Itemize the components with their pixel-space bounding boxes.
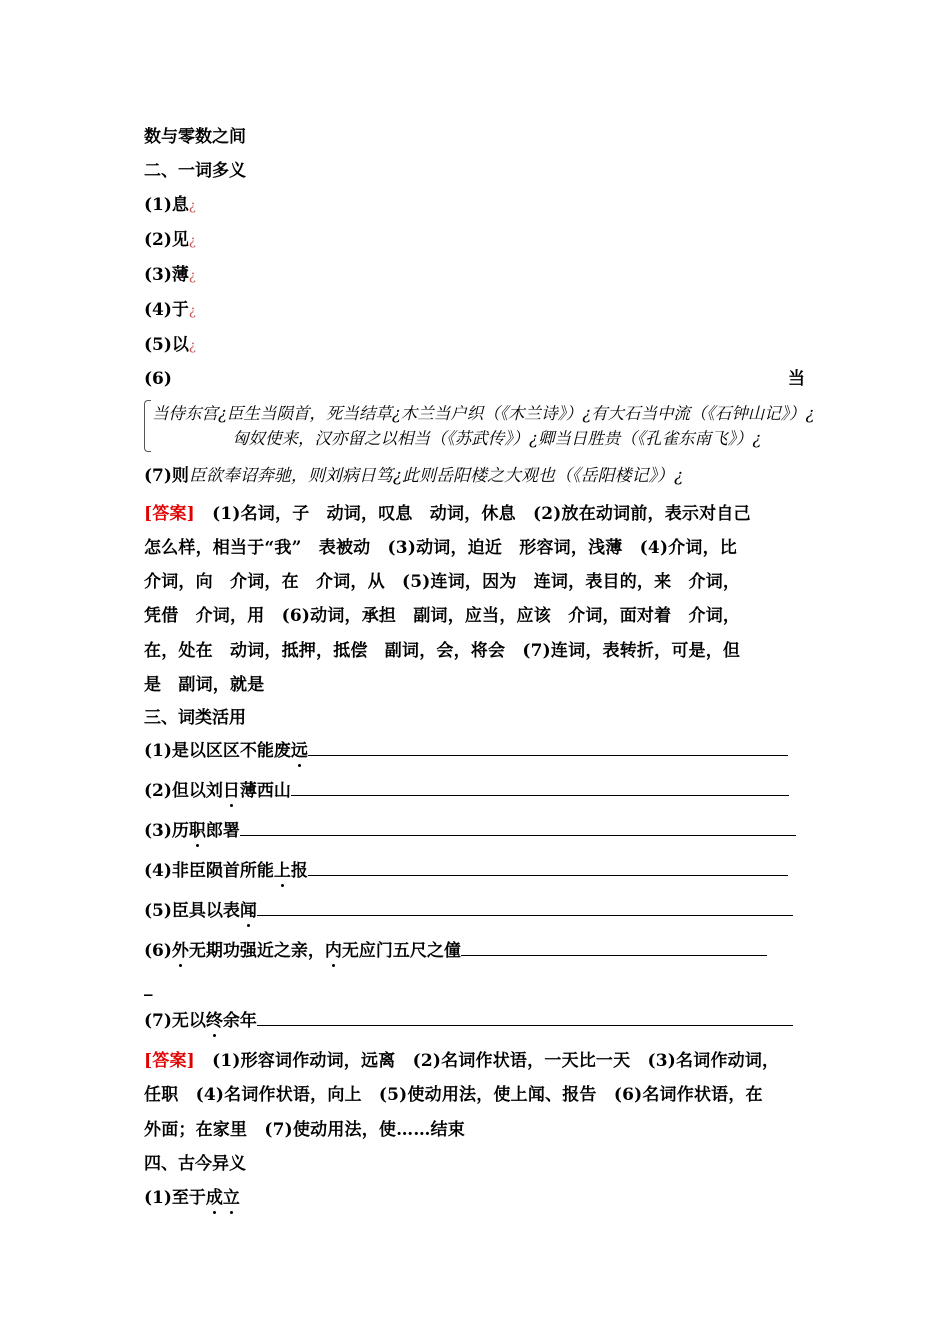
word-class-item-5: (5)臣具以表闻: [144, 900, 793, 922]
polysemy-item-6-line-1: 当侍东宫¿臣生当陨首，死当结草¿木兰当户织（《木兰诗》）¿有大石当中流（《石钟山记》）¿: [152, 404, 815, 423]
word-class-item-2: (2)但以刘日薄西山: [144, 780, 789, 802]
answer-blank[interactable]: [291, 781, 789, 796]
answer-blank[interactable]: [240, 821, 796, 836]
continuation-text: 数与零数之间: [144, 127, 246, 147]
answer-polysemy-line-5: 在，处在 动词，抵押，抵偿 副词，会，将会 (7)连词，表转折，可是，但: [144, 641, 741, 661]
answer-word-class-line-3: 外面；在家里 (7)使动用法，使……结束: [144, 1120, 465, 1140]
word-class-item-4: (4)非臣陨首所能上报: [144, 860, 788, 882]
answer-word-class-line-1: [答案] (1)形容词作动词，远离 (2)名词作状语，一天比一天 (3)名词作动词，: [144, 1051, 780, 1071]
word-class-item-6: (6)外无期功强近之亲，内无应门五尺之僮: [144, 940, 767, 962]
section-heading-ancient-modern: 四、古今异义: [144, 1154, 246, 1174]
brace-bracket: [144, 400, 151, 452]
polysemy-item-6-line-2: 匈奴使来，汉亦留之以相当（《苏武传》）¿卿当日胜贵（《孔雀东南飞》）¿: [232, 429, 762, 448]
answer-polysemy-line-2: 怎么样，相当于“我” 表被动 (3)动词，迫近 形容词，浅薄 (4)介词，比: [144, 538, 737, 558]
word-class-item-7: (7)无以终余年: [144, 1010, 793, 1032]
answer-label: [答案]: [144, 1051, 195, 1071]
answer-polysemy-line-1: [答案] (1)名词，子 动词，叹息 动词，休息 (2)放在动词前，表示对自己: [144, 504, 751, 524]
polysemy-item-3: (3)薄¿: [144, 265, 196, 285]
blank-overflow-mark: _: [144, 977, 153, 997]
polysemy-item-5: (5)以¿: [144, 335, 196, 355]
ancient-modern-item-1: (1)至于成立: [144, 1188, 240, 1208]
polysemy-item-2: (2)见¿: [144, 230, 196, 250]
section-heading-word-class: 三、词类活用: [144, 708, 246, 728]
answer-polysemy-line-3: 介词，向 介词，在 介词，从 (5)连词，因为 连词，表目的，来 介词，: [144, 572, 741, 592]
word-class-item-1: (1)是以区区不能废远: [144, 740, 788, 762]
polysemy-item-4: (4)于¿: [144, 300, 196, 320]
answer-blank[interactable]: [308, 741, 788, 756]
polysemy-item-1: (1)息¿: [144, 195, 196, 215]
answer-blank[interactable]: [257, 1011, 793, 1026]
polysemy-item-6-number: (6): [144, 369, 172, 389]
polysemy-item-6-word: 当: [788, 369, 805, 389]
answer-polysemy-line-4: 凭借 介词，用 (6)动词，承担 副词，应当，应该 介词，面对着 介词，: [144, 606, 741, 626]
polysemy-item-7: (7)则臣欲奉诏奔驰，则刘病日笃¿此则岳阳楼之大观也（《岳阳楼记》）¿: [144, 466, 684, 486]
section-heading-polysemy: 二、一词多义: [144, 161, 246, 181]
word-class-item-3: (3)历职郎署: [144, 820, 796, 842]
answer-label: [答案]: [144, 504, 195, 524]
answer-polysemy-line-6: 是 副词，就是: [144, 675, 265, 695]
answer-word-class-line-2: 任职 (4)名词作状语，向上 (5)使动用法，使上闻、报告 (6)名词作状语，在: [144, 1085, 763, 1105]
answer-blank[interactable]: [461, 941, 767, 956]
answer-blank[interactable]: [257, 901, 793, 916]
answer-blank[interactable]: [308, 861, 788, 876]
